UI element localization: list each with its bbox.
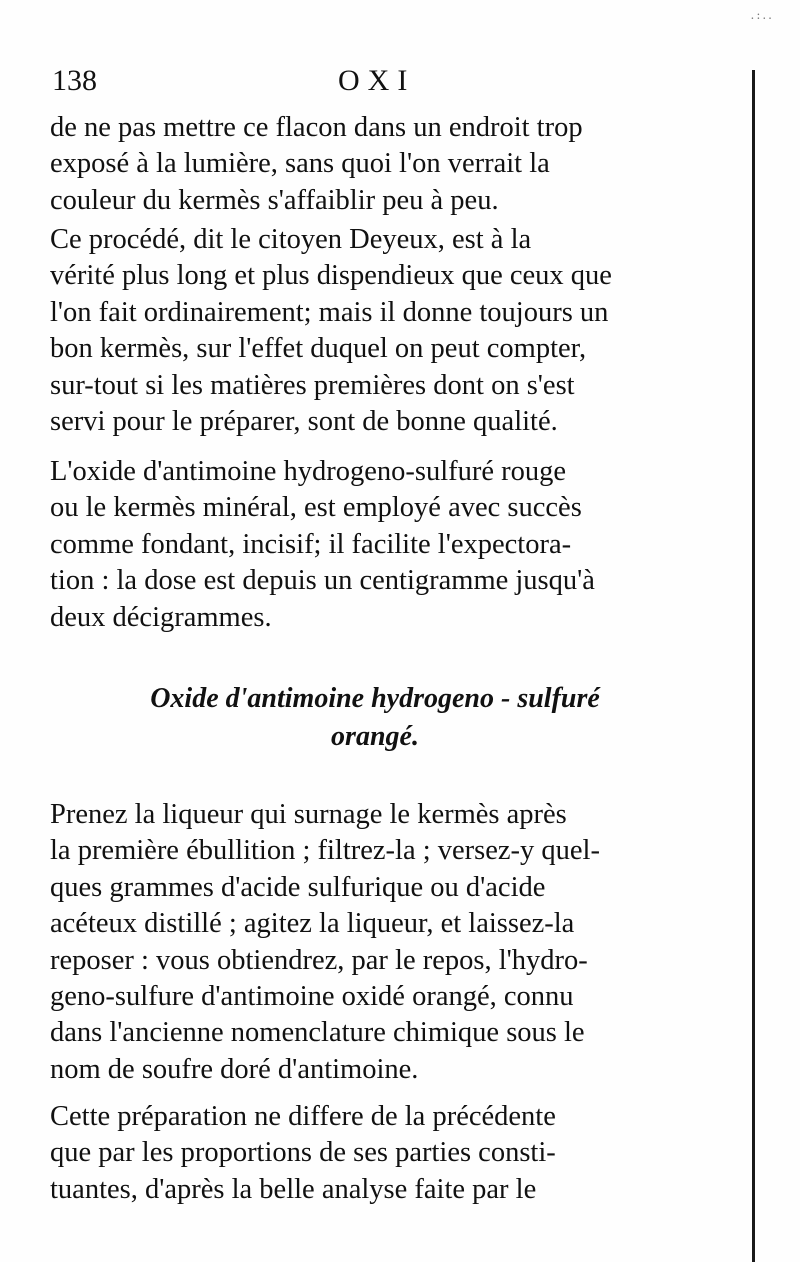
paragraph-2: Ce procédé, dit le citoyen Deyeux, est à la vérité plus long et plus dispendieux que ceux que l'on fait ordinairement; mais il donne toujours un bon kermès, sur l'effet duquel on peut compter, sur-tout si les matières premières dont on s'est servi pour le préparer, sont de bonne qualité. bbox=[50, 224, 612, 438]
page-header bbox=[52, 64, 702, 104]
section-heading: Oxide d'antimoine hydrogeno - sulfuré orangé. bbox=[150, 683, 600, 752]
page-edge-marks: .:.. bbox=[750, 8, 774, 22]
page-binding-edge bbox=[752, 70, 755, 1262]
paragraph-5: Cette préparation ne differe de la précédente que par les proportions de ses parties consti- tuantes, d'après la belle analyse faite par le bbox=[50, 1101, 556, 1205]
paragraph-3: L'oxide d'antimoine hydrogeno-sulfuré rouge ou le kermès minéral, est employé avec succès comme fondant, incisif; il facilite l'expectora- tion : la dose est depuis un centigramme jusqu'à deux décigrammes. bbox=[50, 456, 595, 633]
running-head: OXI bbox=[338, 64, 416, 97]
paragraph-4: Prenez la liqueur qui surnage le kermès après la première ébullition ; filtrez-la ; versez-y quel- ques grammes d'acide sulfurique ou d'acide acéteux distillé ; agitez la liqueur, et laissez-la reposer : vous obtiendrez, par le repos, l'hydro- geno-sulfure d'antimoine oxidé orangé, connu dans l'ancienne nomenclature chimique sous le nom de soufre doré d'antimoine. bbox=[50, 799, 600, 1085]
page-number: 138 bbox=[52, 64, 97, 97]
paragraph-1: de ne pas mettre ce flacon dans un endroit trop exposé à la lumière, sans quoi l'on verrait la couleur du kermès s'affaiblir peu à peu. bbox=[50, 112, 583, 216]
